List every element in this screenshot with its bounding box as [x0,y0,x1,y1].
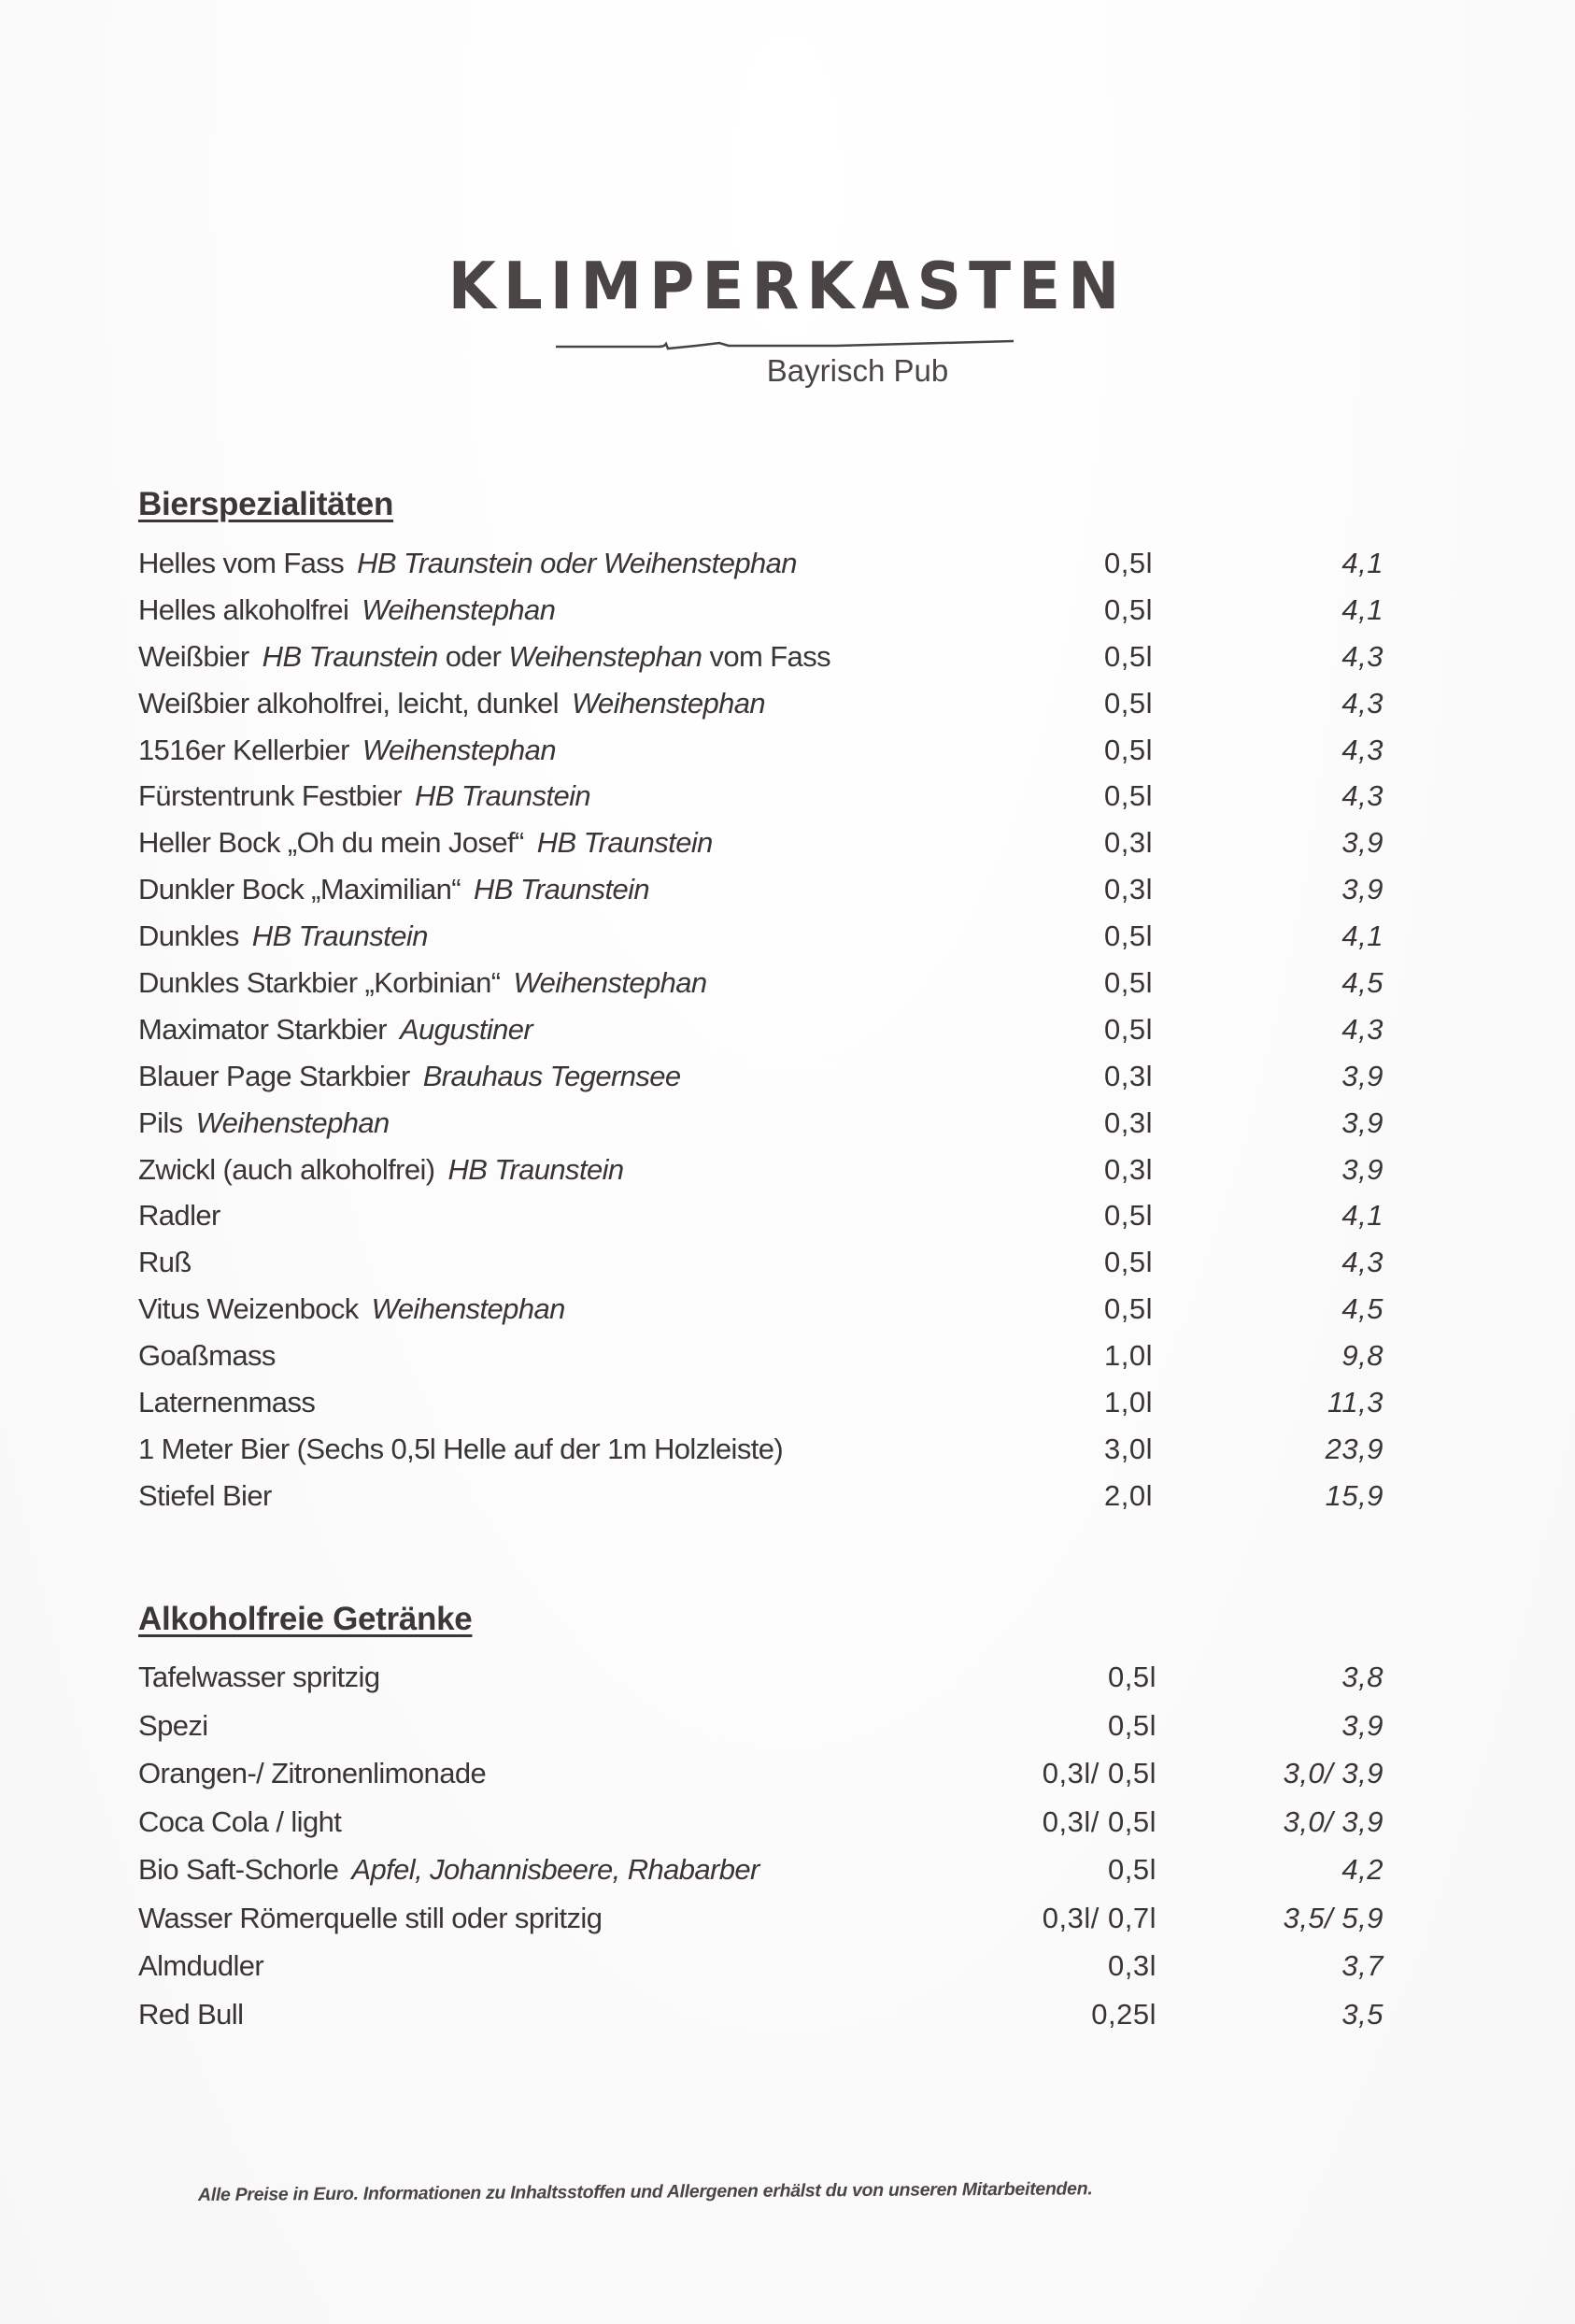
menu-item-brewery: HB Traunstein [251,920,428,953]
menu-item-name: Almdudler [138,1949,264,1982]
menu-item-row [138,1996,1383,2045]
menu-item-name-group [138,732,556,769]
menu-item-row: Blauer Page Starkbier Brauhaus Tegernsee 0,3l 3,9 [138,1058,1353,1105]
menu-item-price: 4,5 [1341,1292,1383,1326]
menu-item-row: 1 Meter Bier (Sechs 0,5l Helle auf der 1m Holzleiste) 3,0l 23,9 [138,1431,1353,1477]
menu-item-price: 23,9 [1325,1432,1383,1465]
menu-item-row [138,1659,1383,1707]
menu-item-price: 3,9 [1341,1059,1383,1092]
menu-item-price: 3,9 [1341,1152,1383,1186]
menu-item-row: Zwickl (auch alkoholfrei) HB Traunstein 0,3l 3,9 [138,1151,1353,1198]
menu-item-price: 3,5/ 5,9 [1283,1901,1383,1934]
menu-item-price: 4,1 [1341,592,1383,626]
menu-item-price: 4,1 [1341,547,1383,579]
menu-item-name: Dunkler Bock „Maximilian“ [138,873,461,906]
menu-item-name-group [138,824,713,862]
menu-item-volume: 0,5l [1108,1853,1156,1886]
section-title-beer: Bierspezialitäten [138,486,394,522]
section-title-soft-drinks: Alkoholfreie Getränke [138,1601,473,1637]
menu-item-brewery: Weihenstephan [513,966,707,1000]
menu-item-row: Heller Bock „Oh du mein Josef“ HB Traunstein 0,3l 3,9 [138,824,1353,871]
menu-item-row: Dunkles HB Traunstein 0,5l 4,1 [138,918,1353,964]
menu-item-name: Laternenmass [138,1386,316,1419]
menu-item-price: 3,9 [1341,1105,1383,1139]
menu-item-name: Weißbier [138,639,249,673]
menu-item-name-group [138,1947,263,1985]
menu-item-price: 3,5 [1341,1997,1383,2031]
beer-list [138,545,1383,1524]
menu-item-name: Fürstentrunk Festbier [138,779,403,813]
menu-header [0,249,1575,388]
menu-item-brewery-alt: Weihenstephan [508,639,702,673]
menu-item-price: 4,3 [1341,1246,1383,1279]
menu-item-row [138,1755,1383,1804]
menu-item-price: 4,3 [1341,639,1383,673]
menu-item-row: Goaßmass 1,0l 9,8 [138,1337,1353,1384]
menu-item-price: 3,7 [1341,1949,1383,1982]
menu-item-row: Fürstentrunk Festbier HB Traunstein 0,5l 4,3 [138,777,1353,824]
menu-item-brewery: Weihenstephan [371,1292,565,1326]
menu-item-price: 11,3 [1327,1386,1383,1419]
menu-item-volume: 0,25l [1091,1997,1156,2031]
menu-item-price: 4,3 [1341,779,1383,813]
menu-item-price: 4,3 [1341,686,1383,720]
menu-item-price: 4,3 [1341,1012,1383,1046]
menu-item-row: Helles vom Fass HB Traunstein oder Weihenstephan 0,5l 4,1 [138,545,1353,592]
menu-item-price: 3,8 [1341,1661,1383,1693]
menu-item-price: 4,2 [1341,1853,1383,1886]
menu-item-name: 1 Meter Bier (Sechs 0,5l Helle auf der 1m Holzleiste) [138,1432,784,1465]
pub-subtitle: Bayrisch Pub [766,353,949,388]
menu-item-brewery: HB Traunstein [262,639,438,673]
menu-item-name: Tafelwasser spritzig [138,1661,380,1693]
menu-item-price: 3,0/ 3,9 [1283,1804,1383,1838]
menu-item-name: Dunkles Starkbier „Korbinian“ [138,966,501,1000]
menu-item-name-group [138,1337,276,1375]
soft-drinks-list [138,1659,1383,2044]
menu-item-name-group [138,1058,681,1095]
menu-item-name: Helles alkoholfrei [138,592,349,626]
menu-item-name-group [138,1431,783,1468]
menu-item-name-group [138,777,590,815]
menu-item-price: 4,1 [1341,920,1383,953]
menu-item-name: Vitus Weizenbock [138,1292,359,1326]
menu-item-row: Weißbier alkoholfrei, leicht, dunkel Weihenstephan 0,5l 4,3 [138,685,1353,732]
menu-item-price: 9,8 [1341,1339,1383,1373]
menu-item-name: Zwickl (auch alkoholfrei) [138,1152,435,1186]
menu-item-name: Maximator Starkbier [138,1012,387,1046]
menu-item-name: Blauer Page Starkbier [138,1059,410,1092]
menu-item-row: Dunkler Bock „Maximilian“ HB Traunstein 0,3l 3,9 [138,871,1353,918]
menu-item-name: Wasser Römerquelle still oder spritzig [138,1901,603,1934]
menu-item-row: Weißbier HB Traunstein oder Weihenstephan vom Fass 0,5l 4,3 [138,638,1353,685]
menu-item-price: 4,5 [1341,966,1383,1000]
menu-item-row: 1516er Kellerbier Weihenstephan 0,5l 4,3 [138,732,1353,778]
menu-item-row [138,1900,1383,1948]
menu-item-price: 4,1 [1341,1199,1383,1233]
menu-item-row: Ruß 0,5l 4,3 [138,1244,1353,1290]
menu-item-brewery: HB Traunstein [474,873,650,906]
price-allergen-note: Alle Preise in Euro. Informationen zu Inhaltsstoffen und Allergenen erhälst du von unseren Mitarbeitenden. [197,2178,1093,2205]
menu-item-name-group [138,871,649,908]
menu-item-name-group [138,685,765,722]
menu-item-price: 3,9 [1341,873,1383,906]
menu-item-name: Dunkles [138,920,239,953]
menu-item-name-group [138,918,428,955]
menu-item-name-group [138,1244,192,1281]
menu-item-name: Goaßmass [138,1339,276,1373]
menu-item-name-group [138,1290,565,1328]
menu-item-brewery: Weihenstephan [362,592,556,626]
menu-item-name: Ruß [138,1246,192,1279]
menu-item-name: 1516er Kellerbier [138,733,349,766]
menu-item-name-group [138,1659,379,1696]
menu-item-row: Stiefel Bier 2,0l 15,9 [138,1477,1353,1524]
menu-item-name: Stiefel Bier [138,1478,272,1512]
menu-item-name: Spezi [138,1708,208,1742]
menu-item-volume: 0,3l/ 0,5l [1042,1757,1156,1789]
menu-item-brewery: HB Traunstein [447,1152,624,1186]
menu-item-name-group [138,1851,759,1889]
menu-item-brewery: HB Traunstein [536,826,713,860]
menu-item-row: Laternenmass 1,0l 11,3 [138,1384,1353,1431]
menu-item-brewery: Weihenstephan [195,1105,390,1139]
menu-item-row: Vitus Weizenbock Weihenstephan 0,5l 4,5 [138,1290,1353,1337]
menu-item-price: 3,9 [1341,826,1383,860]
menu-item-name-group [138,638,830,676]
menu-item-brewery: Weihenstephan [571,686,766,720]
menu-item-row: Dunkles Starkbier „Korbinian“ Weihenstephan 0,5l 4,5 [138,964,1353,1011]
menu-item-brewery: Augustiner [399,1012,533,1046]
menu-item-name-group [138,1384,315,1421]
pub-logo: KLIMPERKASTEN [447,249,1128,324]
menu-item-volume: 0,5l [1108,1661,1156,1693]
menu-item-name-group [138,1011,532,1048]
menu-item-row [138,1707,1383,1756]
menu-item-row: Maximator Starkbier Augustiner 0,5l 4,3 [138,1011,1353,1058]
menu-item-name-group [138,1804,341,1841]
menu-item-row: Radler 0,5l 4,1 [138,1197,1353,1244]
menu-item-name: Weißbier alkoholfrei, leicht, dunkel [138,686,559,720]
menu-item-name: Radler [138,1199,220,1233]
menu-item-name-group [138,1151,624,1189]
menu-item-name: Bio Saft-Schorle [138,1853,339,1886]
menu-item-row [138,1947,1383,1996]
menu-item-volume: 0,3l/ 0,5l [1042,1804,1156,1838]
menu-item-volume: 0,3l/ 0,7l [1042,1901,1156,1934]
menu-item-row [138,1804,1383,1852]
menu-item-name-group [138,545,797,582]
menu-item-brewery: Brauhaus Tegernsee [422,1059,681,1092]
menu-item-row: Helles alkoholfrei Weihenstephan 0,5l 4,1 [138,592,1353,638]
menu-item-price: 15,9 [1325,1478,1383,1512]
menu-item-name-group [138,1105,390,1142]
menu-item-price: 4,3 [1341,733,1383,766]
menu-item-name-group [138,964,707,1002]
menu-item-row [138,1851,1383,1900]
logo-underline-decoration [556,338,1014,351]
menu-item-connector: oder [445,639,502,673]
menu-item-name-group [138,1707,208,1745]
menu-item-name-group [138,592,555,629]
menu-item-price: 3,0/ 3,9 [1283,1757,1383,1789]
menu-item-name-group [138,1996,243,2033]
menu-item-price: 3,9 [1341,1708,1383,1742]
menu-item-name: Pils [138,1105,183,1139]
menu-item-brewery: Apfel, Johannisbeere, Rhabarber [351,1853,759,1886]
menu-item-brewery: HB Traunstein [415,779,591,813]
menu-item-name: Coca Cola / light [138,1804,342,1838]
menu-item-volume: 0,5l [1108,1708,1156,1742]
menu-item-name-group [138,1900,602,1937]
menu-item-name-group [138,1477,272,1515]
menu-item-name: Heller Bock „Oh du mein Josef“ [138,826,524,860]
menu-item-suffix: vom Fass [709,639,830,673]
menu-item-brewery: Weihenstephan [362,733,556,766]
menu-item-name-group [138,1197,220,1234]
menu-item-row: Pils Weihenstephan 0,3l 3,9 [138,1105,1353,1151]
menu-item-name: Red Bull [138,1997,244,2031]
menu-item-name: Orangen-/ Zitronenlimonade [138,1757,487,1789]
menu-item-volume: 0,3l [1108,1949,1156,1982]
menu-item-name: Helles vom Fass [138,547,345,579]
menu-item-brewery: HB Traunstein oder Weihenstephan [357,547,797,579]
menu-item-name-group [138,1755,486,1792]
